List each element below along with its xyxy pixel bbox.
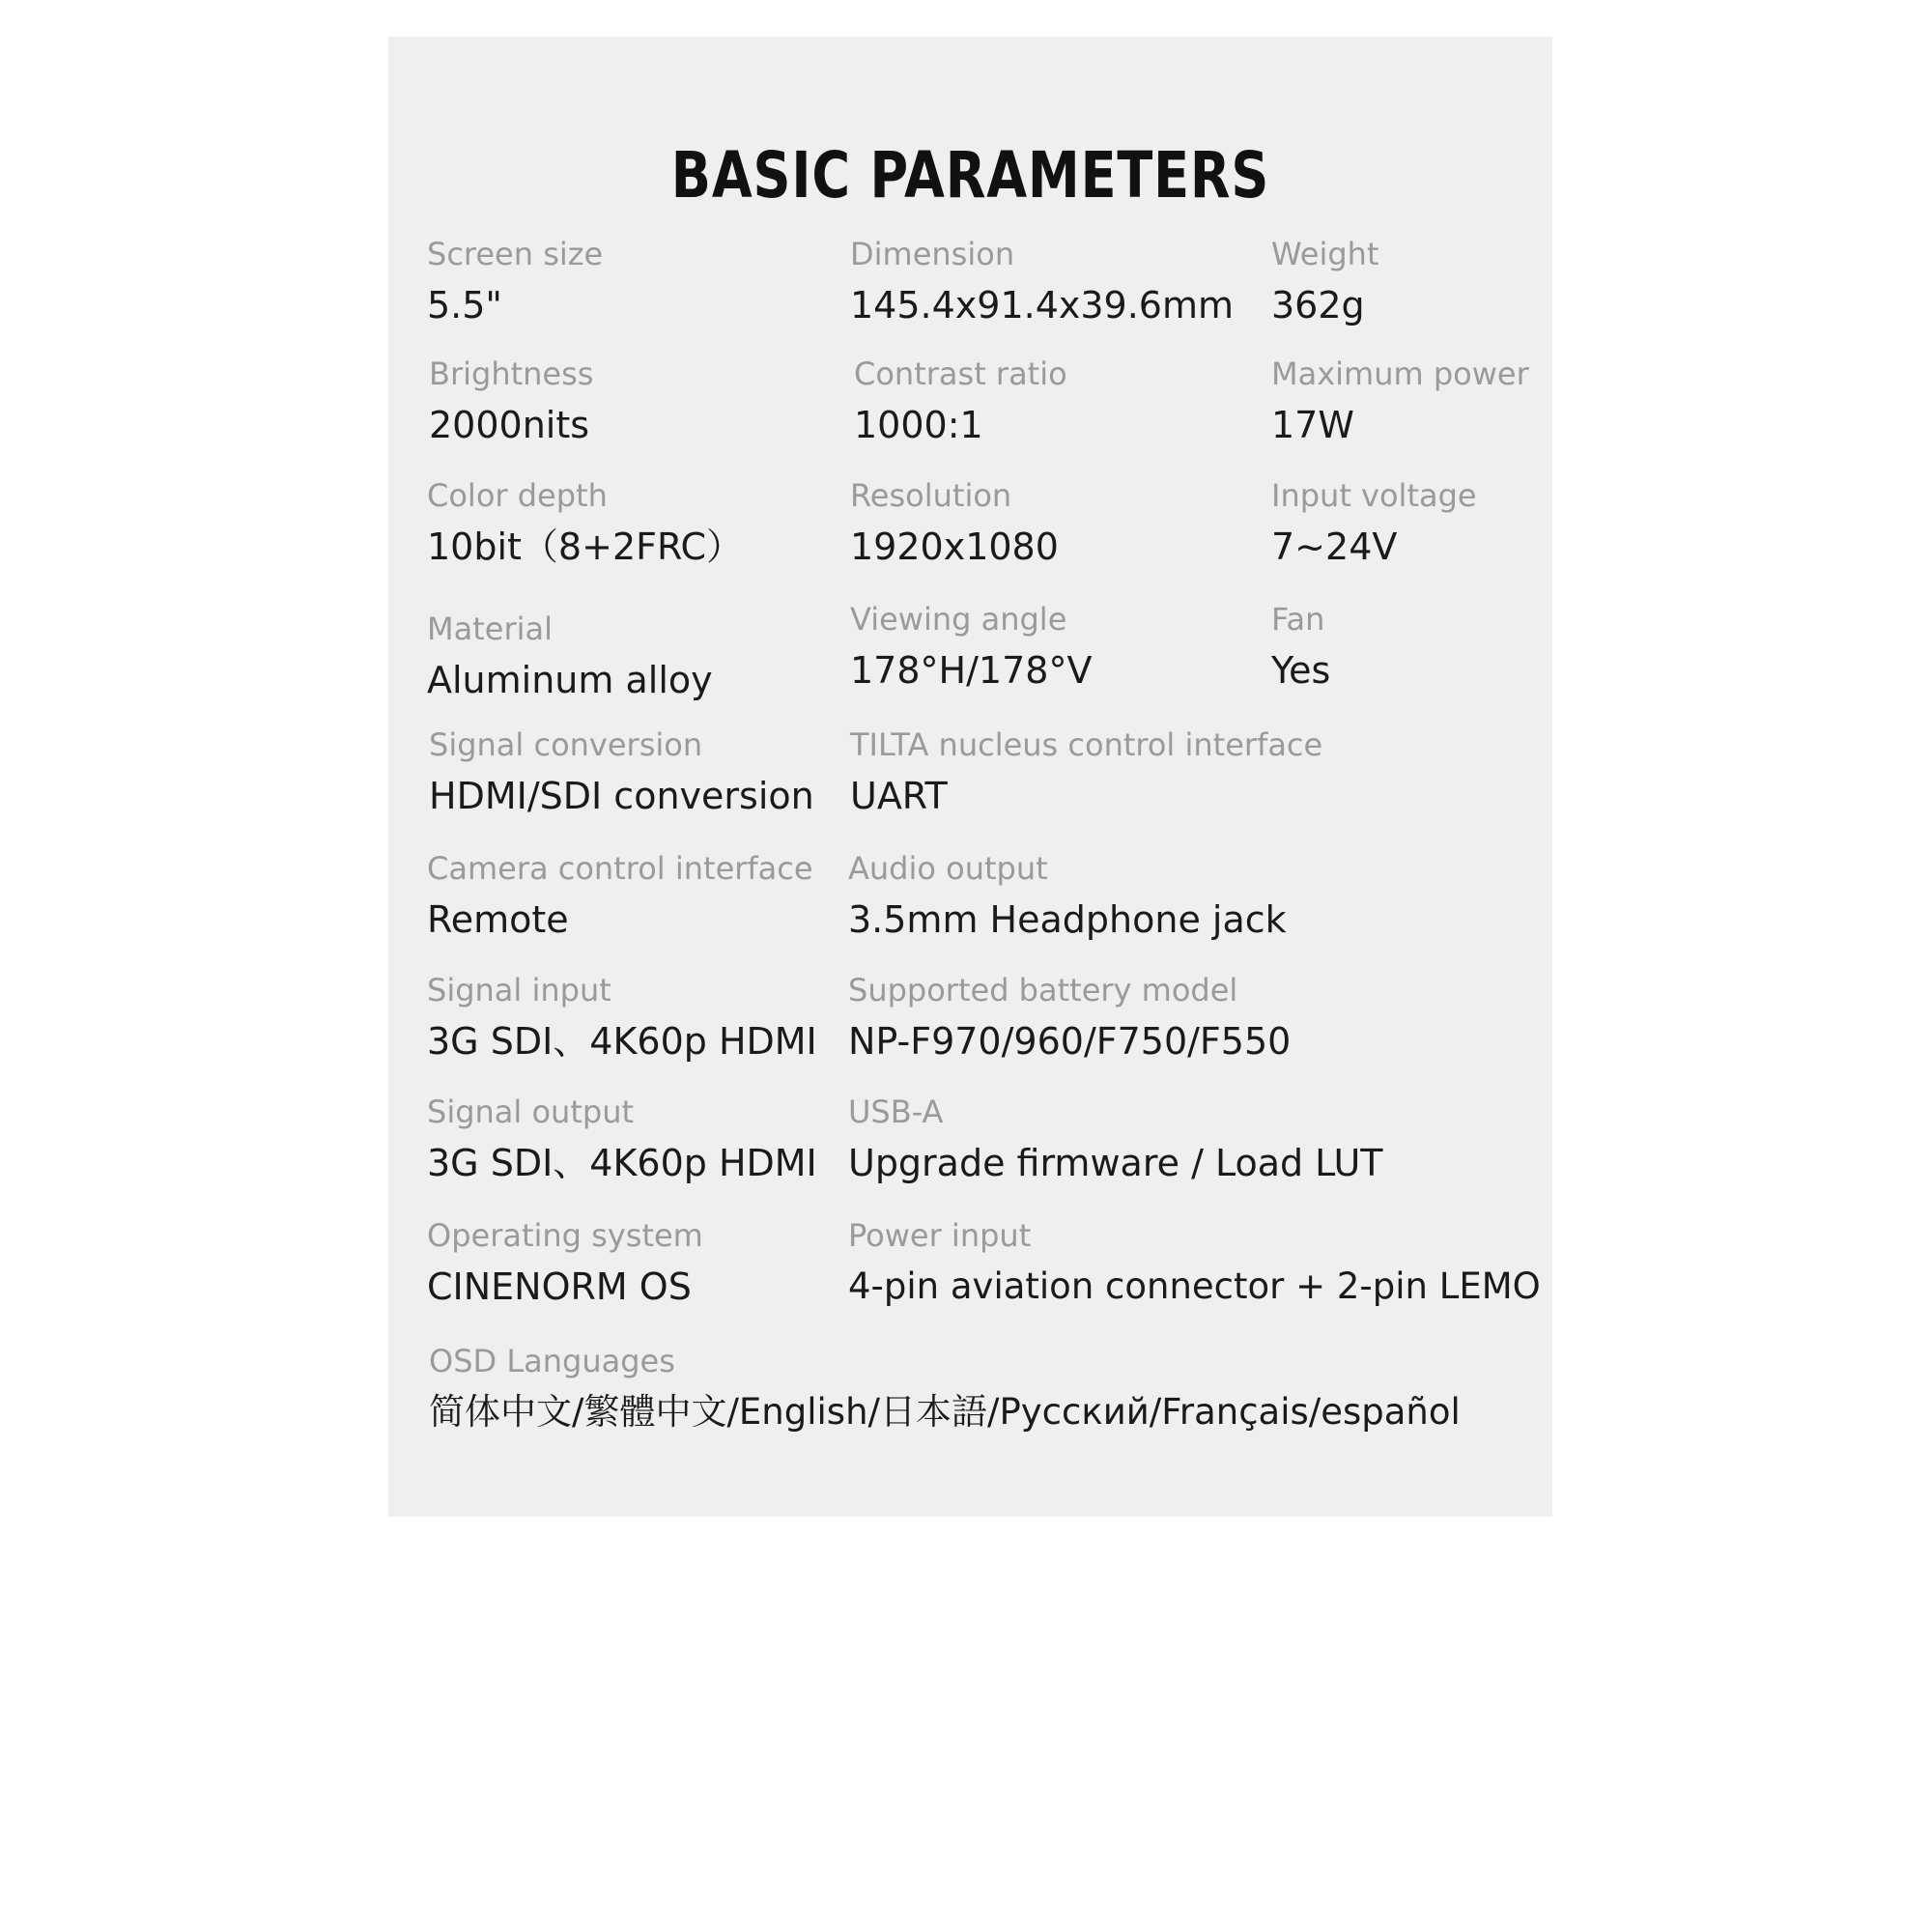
spec-value: 3G SDI、4K60p HDMI (427, 1142, 817, 1184)
spec-label: Resolution (850, 477, 1012, 514)
spec-tilta-nucleus-control-interface (850, 726, 1322, 817)
spec-value: Yes (1271, 649, 1331, 692)
spec-maximum-power (1271, 355, 1529, 446)
spec-label: Signal output (427, 1094, 635, 1130)
spec-label: Maximum power (1271, 355, 1529, 392)
spec-value: 1920x1080 (850, 526, 1059, 568)
spec-label: Dimension (850, 236, 1015, 272)
spec-dimension (850, 236, 1234, 327)
spec-screen-size (427, 236, 603, 327)
spec-camera-control-interface (427, 850, 813, 941)
spec-value: 5.5" (427, 284, 502, 327)
spec-material (427, 611, 713, 701)
spec-value: UART (850, 775, 948, 817)
spec-label: Weight (1271, 236, 1379, 272)
spec-signal-input (427, 972, 817, 1063)
spec-fan (1271, 601, 1330, 692)
spec-value: 17W (1271, 404, 1354, 446)
spec-label: TILTA nucleus control interface (850, 726, 1323, 763)
spec-resolution (850, 477, 1059, 568)
spec-value: 7~24V (1271, 526, 1398, 568)
spec-supported-battery-model (848, 972, 1291, 1063)
spec-value: 3.5mm Headphone jack (848, 898, 1287, 941)
spec-label: OSD Languages (429, 1343, 675, 1379)
spec-value: 145.4x91.4x39.6mm (850, 284, 1235, 327)
spec-value: 1000:1 (854, 404, 983, 446)
spec-label: Fan (1271, 601, 1325, 638)
spec-color-depth (427, 477, 743, 568)
spec-value: 2000nits (429, 404, 590, 446)
spec-label: Signal conversion (429, 726, 703, 763)
spec-label: Camera control interface (427, 850, 813, 887)
spec-label: Viewing angle (850, 601, 1067, 638)
spec-value: 3G SDI、4K60p HDMI (427, 1020, 817, 1063)
spec-label: Brightness (429, 355, 594, 392)
spec-power-input (848, 1217, 1541, 1308)
spec-contrast-ratio (854, 355, 1067, 446)
spec-label: Audio output (848, 850, 1048, 887)
spec-osd-languages (429, 1343, 1461, 1434)
spec-panel (388, 37, 1552, 1517)
spec-label: Contrast ratio (854, 355, 1067, 392)
page-title: BASIC PARAMETERS (670, 138, 1270, 213)
spec-value: 10bit（8+2FRC） (427, 526, 744, 568)
spec-value: HDMI/SDI conversion (429, 775, 814, 817)
spec-value: Aluminum alloy (427, 659, 713, 701)
spec-value: Upgrade firmware / Load LUT (848, 1142, 1383, 1184)
spec-label: Input voltage (1271, 477, 1477, 514)
spec-value: Remote (427, 898, 569, 941)
spec-value: CINENORM OS (427, 1265, 692, 1308)
spec-usb-a (848, 1094, 1383, 1184)
spec-label: Color depth (427, 477, 608, 514)
spec-label: Operating system (427, 1217, 703, 1254)
spec-value: 178°H/178°V (850, 649, 1093, 692)
spec-brightness (429, 355, 593, 446)
spec-operating-system (427, 1217, 703, 1308)
spec-signal-conversion (429, 726, 814, 817)
spec-signal-output (427, 1094, 817, 1184)
spec-label: Material (427, 611, 553, 647)
spec-value: 362g (1271, 284, 1365, 327)
spec-label: Power input (848, 1217, 1032, 1254)
spec-input-voltage (1271, 477, 1477, 568)
spec-viewing-angle (850, 601, 1092, 692)
spec-label: USB-A (848, 1094, 944, 1130)
spec-label: Screen size (427, 236, 604, 272)
spec-value: 简体中文/繁體中文/English/日本語/Русский/Français/español (429, 1391, 1461, 1433)
spec-value: NP-F970/960/F750/F550 (848, 1020, 1292, 1063)
spec-label: Supported battery model (848, 972, 1238, 1009)
spec-audio-output (848, 850, 1287, 941)
spec-label: Signal input (427, 972, 611, 1009)
spec-value: 4-pin aviation connector + 2-pin LEMO (848, 1265, 1541, 1307)
spec-weight (1271, 236, 1378, 327)
